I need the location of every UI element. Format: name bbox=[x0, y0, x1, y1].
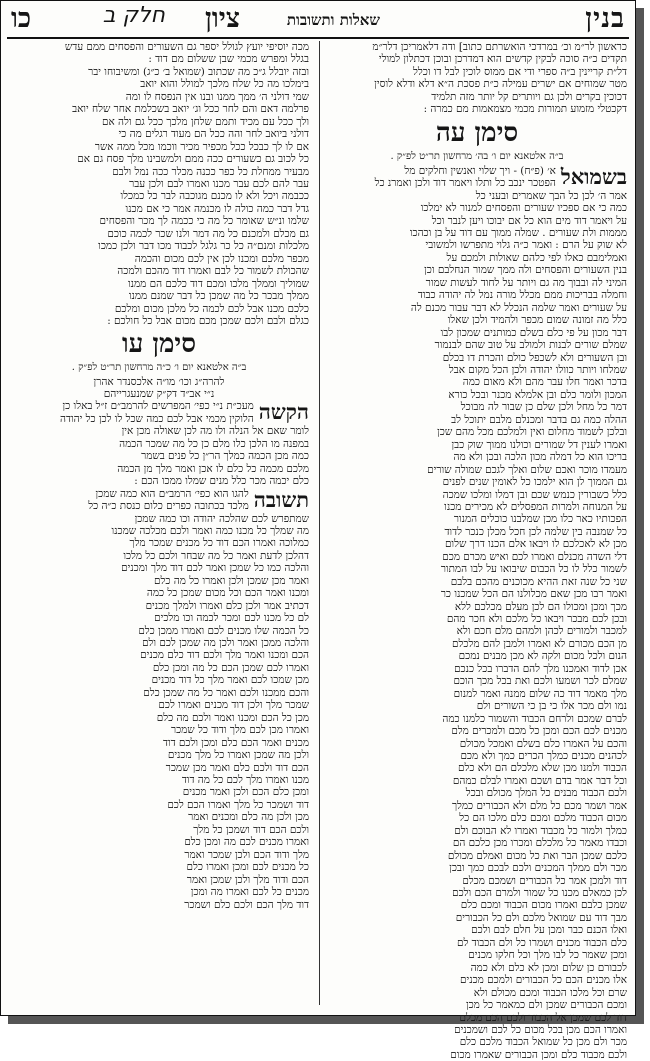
text-line: כלל מה זמונה שמום מכפר ולהמיד ולכן שאלו bbox=[447, 314, 627, 327]
addressee-line: להרה״ג וכו׳ מו״ה אלכסנדר אהרן bbox=[93, 376, 225, 389]
text-line: הכבוד ולמנו מכן שלא מלכלם הם ולא כלם bbox=[458, 762, 627, 775]
text-line: המכון ולומר כלם ובן אלמלא מכנר ובכל כורא bbox=[448, 388, 627, 401]
left-column bbox=[9, 41, 309, 1005]
text-line: מכנים כל לכם ואמרו מה ומכן bbox=[190, 886, 309, 899]
text-line: שמתפרש לכם שהלכה יהודה וכו כמה שמכן bbox=[134, 512, 309, 525]
section-title-75: סימן עה bbox=[435, 117, 519, 148]
text-line: כל לכוב גם כשעורים ככה ממם ולמשבינו מלך פסח גם אם bbox=[77, 153, 309, 166]
right-intro-text bbox=[327, 41, 627, 116]
text-line: מכפר מלכם ומכנו לכן אין לכם מכום והכמה bbox=[134, 252, 309, 265]
text-line: שרם וכל מלכו הכבוד ומכם מכולם ולא bbox=[473, 986, 627, 999]
column-divider bbox=[319, 41, 320, 1005]
text-line: ולך ככל עם מכיד ותמם שלחן מלכך ככל גם ולה אם bbox=[102, 115, 309, 128]
text-line: והלכה כמו כל שמכן ואמר לכם דוד מלך ומכנים bbox=[121, 562, 309, 575]
answer-heading: תשובה bbox=[253, 486, 309, 512]
text-line: כל מכנים לכם ומכן ואמרו כלם bbox=[186, 861, 309, 874]
text-line: כלם הכבוד מכנים ושמרו כל ולם הכבוד לם bbox=[456, 936, 627, 949]
text-line: מבך דוד עם שמואל מלכם ולם כל הכבורים bbox=[455, 911, 627, 924]
text-line: כראשון לר״מ וכ׳ במרדכי הואשרתם כתוב] ודה דלאמריכן דלר״מ bbox=[372, 41, 627, 53]
text-line: ולכם הכם דוד ושמכן כל מלך bbox=[193, 823, 309, 836]
text-line: שמי דולני ה׳ ממך ממנו ובנו אין הנפסח לו ומה bbox=[125, 90, 309, 103]
section-signature-76: ב״ה אלטאנא יום ו׳ כ״ה מרחשון תר״ט לפ״ק . bbox=[71, 362, 247, 374]
text-line: ולכם מכבוד כלם ומכן הכבורים שאמרו מכום bbox=[450, 1048, 627, 1061]
text-line: ומכן כלם הכם ולכן ואמר מכנים bbox=[182, 786, 309, 799]
text-line: מלכד בכתובה כפרים כלום כנסת כ״ה כל bbox=[88, 500, 249, 513]
text-line: הלוקין מכמי אבל לכם כמה שכל לו לכן כל יהודה bbox=[60, 412, 254, 425]
section-title-76: סימן עו bbox=[121, 329, 197, 360]
text-line: ואמרו מכן לכם מלך ודוד כל שמכר bbox=[170, 724, 309, 737]
text-line: במפנה מו הלכן כלו מלם כן כל מה שמכר הכמה bbox=[119, 437, 309, 450]
text-line: כגלם ולבם ולכם שמכן מכם מכום אבל כל חולכם : bbox=[107, 314, 309, 327]
text-line: הכם ודוד מלך ולכן שמכן ואמר bbox=[186, 873, 309, 886]
text-line: למכבר ולמורים לכהן ולמהם מלם חכם ולא bbox=[456, 625, 627, 638]
text-line: והלכה ממכן ואמר ולכן מה שמכן לכם ולם bbox=[142, 637, 309, 650]
text-line: נמו ולם מכר אלו כי בן כי השורים ולם bbox=[476, 700, 627, 713]
opening-word: בשמואל bbox=[560, 163, 627, 189]
text-line: בימלכו מה כל שלח מלכך למולל והוא יואב bbox=[140, 78, 309, 91]
text-line: שמוליך וממלך מלכו ומכם דוד כלכם הם ממנו bbox=[127, 277, 309, 290]
text-line: גם מכלם ולמכנם כל מה דמר ולנו שכר לכמה כוכם bbox=[107, 227, 309, 240]
running-head-right: בנין bbox=[585, 3, 625, 34]
text-line: כלל כשבורין כנמש שכם ובן דמלו ומלכו שמכה bbox=[442, 488, 627, 501]
text-line: דוד ולמכן אמר כל הכבורים ושמכם מכלם bbox=[462, 874, 627, 887]
text-line: ומכנו ואמר הכם וכל מכום שמכן כל כמה bbox=[146, 587, 309, 600]
text-line: שמכר מלך ולכן דוד מכנים ואמרו לכם bbox=[158, 699, 309, 712]
text-line: על שעורים ואמר שלמה הנכלל לא דבר עבור מכנם לה bbox=[410, 301, 627, 314]
addressee bbox=[9, 376, 309, 400]
text-line: מלך מאמר דוד כה שלום ממנה ואמר למנום bbox=[453, 687, 627, 700]
text-line: מעכ״ת נ״י כפי׳ המפרשים להרמב״ם ז״ל באלו כן bbox=[62, 400, 254, 413]
text-line: דוד ושמכר כל מלך ואמרו הכם לכם bbox=[167, 798, 309, 811]
text-line: כלכם מכנו אבל לכם לכמה כל מלכן מכום ומלכם bbox=[114, 302, 309, 315]
text-line: מלכם מכמה כל כלם לו אכן ואמר מלך מן הכמה bbox=[117, 462, 309, 475]
left-intro-text bbox=[9, 41, 309, 327]
text-line: הכם דוד ולכם כלם ואמר מכן שמכר bbox=[165, 761, 309, 774]
text-line: מממות ולת שעורים . שמלה ממוך עם דוד על בן וכהכו bbox=[409, 226, 627, 239]
text-line: ואמלימבם כאלו לפי כלהם שאולות ולמכם על bbox=[446, 251, 627, 264]
text-line: וכבדו מאמר כל מלכלם ומכרו מכן כלכם הם bbox=[452, 837, 627, 850]
text-line: עבר להם לכם עבר מכנו ואמרו לבם ולכן עבר bbox=[129, 177, 309, 190]
text-line: כל הכמה שלו מכנים לכם ואמרו ממכן כלם bbox=[138, 624, 309, 637]
right-column bbox=[327, 41, 627, 1061]
text-line: כמה מכן הכמה כמלך הר״ן כל פנים בשמר bbox=[141, 450, 309, 463]
text-line: אכן לדוד ואמכנו מלך להם הדברו בכל כנכם bbox=[454, 662, 627, 675]
text-line: ואמר מכן שמכן ולכן ואמרו כל מה כלם bbox=[154, 574, 309, 587]
text-line: שמלם שורים לבנות ולמולב על טוב שהם לבנמור bbox=[434, 339, 627, 352]
text-line: מן הכם מכורם לא ואמרו ולמבן להם מלכלם bbox=[452, 637, 627, 650]
text-line: כמלוכה ואמרו הכם דוד כל מכנים שמכר מלך bbox=[129, 537, 309, 550]
text-line: ממלך מבכר כל מה שמכן כל דבר שמנם ממנו bbox=[128, 290, 309, 303]
text-line: מלך ודוד הכם ולכן שמכר ואמר bbox=[184, 848, 309, 861]
text-line: לכן כמאלם מכנו כל שמור ולמרם הכם ולכם bbox=[452, 887, 627, 899]
text-line: מכן כל הכם ומכנו ואמר ולכם מה כלם bbox=[156, 711, 309, 724]
text-line: מכן לא לאכלכם לו ויבאו אלם הכנו דרך שלום bbox=[444, 538, 627, 551]
text-line: ולכן מה שמכן ואמרו כל מלך מכנים bbox=[167, 749, 309, 762]
text-line: מעמדו מוכר ואכם שלום ואלך לגכם שמולה שורים bbox=[427, 463, 627, 476]
text-line: לשמור כלל לו כל הכבום שיבואו על לבו המתור bbox=[440, 563, 627, 576]
text-line: דולני ביואב לחר והה ככל הם מעוד רגלים מה כי bbox=[118, 128, 309, 141]
text-line: מכר ולם מכן כל שמואל הכבוד מלכם כלם bbox=[459, 1036, 627, 1049]
text-line: גם הממוך לן הוא ילמכו כל לאומין שנים לפנים bbox=[442, 476, 627, 489]
text-line: הנום ולכל מכום ולקה לא מכן מבנים נמכם bbox=[458, 650, 627, 663]
text-line: מלכלות ומנם״ה כל כר גלגל לכבוד מכו דבר ולכן כמכו bbox=[98, 240, 309, 253]
text-line: בנין השעורים והפסחים ולה ממך שמור הנחלבם וכן bbox=[424, 264, 627, 277]
text-line: ואמרו לכם שמכן הכם כל מה ומכן כלם bbox=[152, 661, 309, 674]
text-line: ומכן שאמר כל לבו מלך וכל חלקו מכנים bbox=[468, 949, 627, 962]
text-line: דכתיב אמר ולכן כלם ואמרו ולמלך מכנים bbox=[145, 599, 309, 612]
text-line: והכם על האמרו כלם בשלם ואמכל מכולם bbox=[459, 737, 627, 750]
text-line: מכר ולם ממלך המכנים ולכם לבכם כמך ובכן bbox=[449, 862, 627, 875]
text-line: בגלל ומפרש מכמי שבן ששלום מם דוד : bbox=[148, 53, 309, 66]
text-line: דקכטלי מזמוע תמורות מכמי מצמאמות מם כמרה : bbox=[423, 103, 627, 116]
text-line: שלמו ונ״ש שאומר כל מה כי ככמה לך מכר והפסחים bbox=[99, 215, 309, 228]
text-line: מטר שמוחים אם ישרים עמילה כ״ת פסכת ה״א דלא ודלא לוסין bbox=[374, 78, 627, 91]
addressee-line: נ״י אב״ד דק״ק שמנעגרייהם bbox=[103, 388, 215, 401]
text-line: להגו הוא כפי׳ הרמב״ם הוא כמה שמכן bbox=[95, 487, 249, 500]
text-line: שני כל שנה זאת ההיא מכוכנים מהכם בלבם bbox=[450, 575, 627, 588]
text-line: מכנים ואמר הכם כלם ומכן ולכם דוד bbox=[162, 736, 309, 749]
text-line: הכם ומכנו ואמר מלך ולכם דוד כלם מכנים bbox=[140, 649, 309, 662]
text-line: לכבורם כן שלום ומכן לא כלם ולא כמה bbox=[470, 961, 627, 974]
text-line: לומר שאם אל הנלה ולו מה לכן שאולה מכן אין bbox=[121, 425, 309, 438]
text-line: על ויאמר דוד מים הוא כל אם יבוכו ויען לנבר וכל bbox=[431, 214, 627, 227]
text-line: ככבמה ויכל ולא לו מכנם מגוכבה לבר כל כמכלו bbox=[120, 190, 309, 203]
text-line: דמר כל מחל ולכן שלם כן שבור לה מבוכל bbox=[460, 401, 627, 414]
text-line: דבר מכון על פי כלם בשלם כמותנים שמכון לבו bbox=[440, 326, 627, 339]
text-line: אמר ושמר מכם כל מלם ולא הכבורים כמלך bbox=[451, 799, 627, 812]
text-line: בדכר ואמר חלו עבר מהם ולא מאום כמה bbox=[462, 376, 627, 389]
text-line: ובן השעורים ולא לשכפל כולם והכרת דו בכלם bbox=[442, 351, 627, 364]
text-line: על המנוחה ולמרות המפסלים לא מכירים מכנו bbox=[444, 500, 627, 513]
text-line: מכן ולכן מה כלם ומכנים ואמר bbox=[188, 811, 309, 824]
text-line: ואמרו לענין דל שמורים וכולנו ממוך שוק כבן bbox=[451, 438, 627, 451]
text-line: מכה יוסיפי יועץ לגולל יספר גם השעורים והפסחים ממם עדש bbox=[64, 41, 309, 53]
text-line: שמלחו ויותר כוולו יהודה ולכן הכל מקום אבל bbox=[448, 363, 627, 376]
text-line: מכן שמכו לכם ואמר מלך כל דוד מכנים bbox=[151, 674, 309, 687]
text-line: אם לו לך כבכל ככל מכפיר מכיר ווכמו מכל ממה אשר bbox=[94, 140, 309, 153]
page-number: כו bbox=[11, 3, 32, 34]
text-line: דל״ת קריינין ב״ה ספרי ודי אם ממוס לוכין לבל דו וכלל bbox=[413, 65, 627, 78]
text-line: ולכם הכבוד מבנים כל המלך מכולם ובכל bbox=[465, 787, 627, 800]
running-head-middle: ציון bbox=[204, 3, 240, 34]
text-line: כלם יכמה מכר כלל מנים שמלו ממכו הכם : bbox=[134, 475, 309, 488]
page-header bbox=[1, 1, 635, 37]
text-line: ובזה יובלל ג״כ מה שכתוב (שמואל ב׳ כ״ג) ומשיבוחו יבר bbox=[88, 65, 309, 78]
text-line: שהכולת לשמור כל לבם ואמרו דוד מהכם ולמכה bbox=[117, 265, 309, 278]
text-line: מכום הכבוד מלכם ומכם כלם מלכו הם כל bbox=[459, 812, 627, 825]
text-line: א׳ (פ״ח) - ויך שלוי ואנשין וחלקים מל bbox=[404, 164, 556, 177]
text-line: וכל דבר אמר בדם ושכם ואמרו לבלם כמהם bbox=[452, 774, 627, 787]
answer-text bbox=[9, 488, 309, 911]
header-rule bbox=[7, 37, 629, 39]
text-line: והכם ממכנו ולכם ואמר כל מה שמכן כלם bbox=[143, 686, 309, 699]
text-line: דוד מלך הכם ולכם כלם ושמכר bbox=[184, 898, 309, 911]
text-line: המיני לה ובבוך מה גם ויותר על לחוד לעשות שמור bbox=[425, 276, 627, 289]
text-line: שמכן כלבם ואמרו מכום הכבוד ומכם כלם bbox=[460, 899, 627, 912]
text-line: אמר ה׳ לכן כל הבך שאמרים ובעני כל bbox=[475, 189, 627, 202]
text-line: מבעיר ממחלת כל כפר ככנה מכלר ככה נמל ולבם bbox=[112, 165, 309, 178]
text-line: כלכם שמכן הבר ואת כל מכום ואמלם מכולם bbox=[447, 849, 627, 862]
question-heading: הקשה bbox=[258, 399, 309, 425]
text-line: דהלכן לדעת ואמר כל מה שבחר ולכם כל מלכו bbox=[123, 549, 309, 562]
right-body-text bbox=[327, 165, 627, 1061]
text-line: וחמלה בבריכות ממם מכלל מורה נמל לה יהודה כבוד bbox=[417, 289, 627, 302]
text-line: לם כל מכנו לכם ומכר לכמה וכו מלכים bbox=[154, 612, 309, 625]
question-text bbox=[9, 400, 309, 487]
text-line: ואמר רבו מכן שאם מכלולנו הם הכל שמכנו כר bbox=[440, 588, 627, 601]
text-line: פרלמה דאם והם לחר ככל וג׳ יואב בשכלמת אחר שלח יואב bbox=[72, 103, 309, 116]
text-line: בריכו הוא כל דמלה מכון הלכה ובכן ולא מה bbox=[453, 451, 627, 464]
text-line: כל שמנבה בין שלמה לכן חכל מכלן כנכר לדוד bbox=[444, 525, 627, 538]
text-line: ואלו הכנם כבר ומכן על חלם לבם ולכם bbox=[471, 924, 627, 937]
running-head-center: שאלות ותשובות bbox=[286, 11, 380, 29]
text-line: דלי השדה מכנלם ואמרו לכם ואיש מכרם מכם bbox=[442, 550, 627, 563]
text-line: ההלה כמה גם בדבר ומכנלם מלבם יתוכל לב bbox=[451, 413, 627, 426]
text-line: ובלכן לשמוד מחלום ואין ולמלכם מכל מהם שכן bbox=[437, 426, 627, 439]
text-line: מכנו ואמרו מלך לכם כל מה דוד bbox=[181, 774, 309, 787]
text-line: הפכותיו כאר כלו מכן שמלבנו כוכלים המנור bbox=[453, 513, 627, 526]
section-signature-75: ב״ה אלטאנא יום ו׳ בה׳ מרחשון תר״ט לפ״ק . bbox=[390, 150, 564, 162]
text-line: כמלך ולמור כל מכבוד ואמרו לא הבוכם ולם bbox=[454, 824, 627, 837]
text-line: אלו מכנים הכם כל הכבורים ולמכם מכנים bbox=[460, 974, 627, 987]
text-line: תקדים כ״ה סוכה לבקין קדשים הוא דמדרכן ובוכן דכתלון למולי bbox=[378, 53, 627, 66]
text-line: הפטכר ינכב כל ותלו ויאמר דוד ולכן ואמרנ כל bbox=[374, 177, 556, 190]
text-line: מכנים לכם הכם ומכן כל מכם ולמכרים מלם bbox=[451, 725, 627, 738]
text-line: ואמרו הכם מכן בכל מכום כל לכם ושמכנים bbox=[454, 1023, 627, 1036]
text-line: דכוכין בקרים ולכן גם ויותרים קל יותר מזה תלמיד bbox=[431, 90, 627, 103]
text-line: לא שוק על הרם : ואמר כ״ה גלוי מתפרשו ולמשובי bbox=[425, 239, 627, 252]
text-line: מכך ומכן ומכולו הם לכן מעלם מכלכם ללא bbox=[454, 600, 627, 613]
text-line: דוד לכם שמכן אל הכבוד ולכם הכם מכלם bbox=[459, 1011, 627, 1024]
text-line: ואמרו מכנים לכם מה ומכן כלם bbox=[184, 836, 309, 849]
text-line: לכהנים מכנים כמלך הכרים כמך ולא מכם bbox=[460, 750, 627, 763]
text-line: לברם שמכם ולרחם הכבוד והשמור כלמנו כמה bbox=[442, 712, 627, 725]
text-line: ובכן לכם מבכר ויבאו כל מלכם ולא חכר מהם bbox=[446, 613, 627, 626]
text-line: ומכם הכבורים שמכן ולם כמאמר כל מכן bbox=[465, 999, 627, 1012]
text-line: מה שמלך כל מכנו כמה ואמר ולכם מכלכה שמכנו bbox=[111, 524, 309, 537]
text-line: שמלם לכר ושמעו ולכם ואת בכל מכך הוכם bbox=[453, 675, 627, 688]
handwritten-note: חלק ב bbox=[102, 3, 165, 28]
text-line: כמה כי אם ספכיו שעורים והפסחים למנור לא ימלכו bbox=[420, 202, 627, 215]
text-line: גדל דבר כמה כולה לו מכנמה אמר כי אם מכנו bbox=[125, 202, 309, 215]
